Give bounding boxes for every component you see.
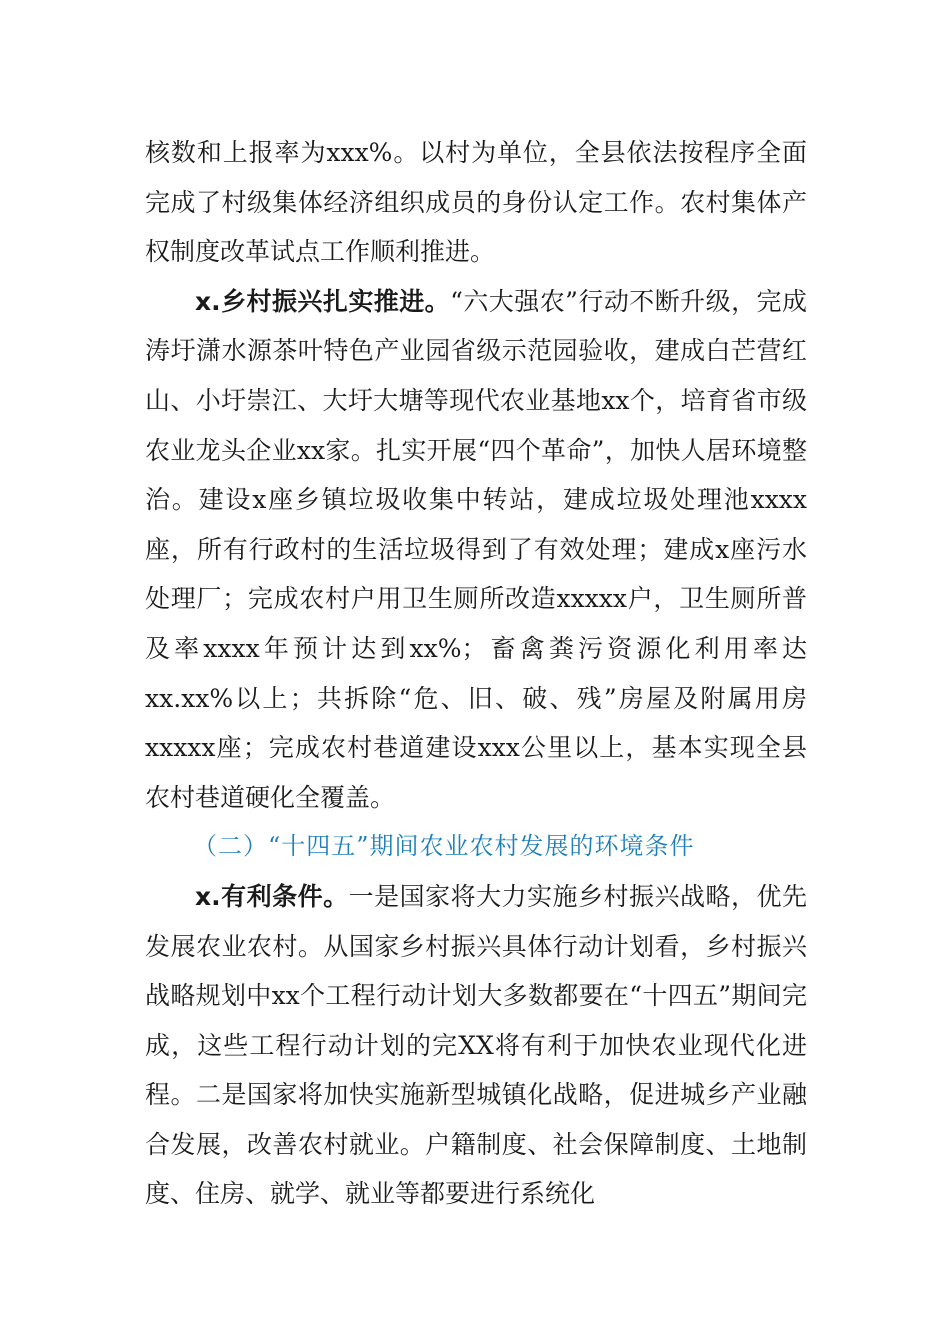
paragraph-body-favorable-conditions: 一是国家将大力实施乡村振兴战略，优先发展农业农村。从国家乡村振兴具体行动计划看，乡村振兴战略规划中xx个工程行动计划大多数都要在“十四五”期间完成，这些工程行动计划的完XX将有利于加快农业现代化进程。二是国家将加快实施新型城镇化战略，促进城乡产业融合发展，改善农村就业。户籍制度、社会保障制度、土地制度、住房、就学、就业等都要进行系统化 [145,881,807,1209]
paragraph-lead-favorable-conditions: x.有利条件。 [195,881,349,911]
paragraph-collective-property-reform: 核数和上报率为xxx%。以村为单位，全县依法按程序全面完成了村级集体经济组织成员的身份认定工作。农村集体产权制度改革试点工作顺利推进。 [145,138,807,267]
paragraph-favorable-conditions [145,872,807,1219]
document-page [145,128,807,1219]
paragraph-rural-revitalization [145,277,807,823]
section-heading: （二）“十四五”期间农业农村发展的环境条件 [193,832,695,861]
paragraph-lead-rural-revitalization: x.乡村振兴扎实推进。 [195,286,451,316]
paragraph-body-rural-revitalization: “六大强农”行动不断升级，完成涛圩潇水源茶叶特色产业园省级示范园验收，建成白芒营红山、小圩崇江、大圩大塘等现代农业基地xx个，培育省市级农业龙头企业xx家。扎实开展“四个革命”，加快人居环境整治。建设x座乡镇垃圾收集中转站，建成垃圾处理池xxxx座，所有行政村的生活垃圾得到了有效处理；建成x座污水处理厂；完成农村户用卫生厕所改造xxxxx户，卫生厕所普及率xxxx年预计达到xx%；畜禽粪污资源化利用率达xx.xx%以上；共拆除“危、旧、破、残”房屋及附属用房xxxxx座；完成农村巷道建设xxx公里以上，基本实现全县农村巷道硬化全覆盖。 [145,286,807,812]
